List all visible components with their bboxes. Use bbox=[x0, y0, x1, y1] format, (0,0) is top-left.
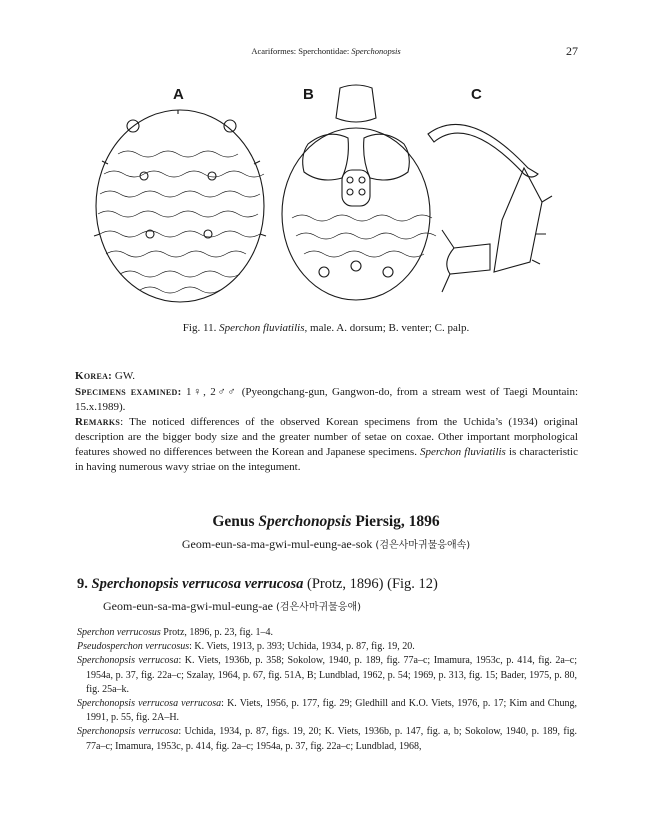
synonym-ref: : K. Viets, 1956, p. 177, fig. 29; Gledhill and K.O. Viets, 1976, p. 17; Kim and Chung, 1991, p. 55, fig. 2A–H. bbox=[86, 698, 577, 724]
genus-author: Piersig, 1896 bbox=[351, 513, 440, 530]
caption-rest: , male. A. dorsum; B. venter; C. palp. bbox=[304, 322, 470, 334]
species-number: 9. bbox=[77, 576, 92, 592]
synonymy-entry bbox=[77, 626, 577, 640]
synonym-ref: Protz, 1896, p. 23, fig. 1–4. bbox=[160, 627, 273, 638]
korea-value: GW. bbox=[112, 370, 135, 382]
palp-drawing bbox=[428, 124, 552, 292]
korea-line bbox=[75, 369, 578, 384]
figure-caption bbox=[0, 322, 652, 334]
running-head-text bbox=[0, 46, 652, 56]
remarks bbox=[75, 415, 578, 475]
genus-korean-name bbox=[0, 536, 652, 552]
synonymy-list bbox=[77, 626, 577, 754]
korea-label: Korea: bbox=[75, 370, 113, 382]
synonym-name: Sperchonopsis verrucosa bbox=[77, 655, 179, 667]
caption-species: Sperchon fluviatilis bbox=[219, 322, 305, 334]
synonym-name: Sperchonopsis verrucosa verrucosa bbox=[77, 698, 222, 710]
species-author: (Protz, 1896) (Fig. 12) bbox=[303, 576, 438, 592]
synonym-ref: : Uchida, 1934, p. 87, figs. 19, 20; K. Viets, 1936b, p. 147, fig. a, b; Sokolow, 1940, p. 189, fig. 77a–c; Imamura, 1953c, p. 414, fig. 2a–c; 1954a, p. 37, fig. 22a–c; Lundblad, 1968, bbox=[86, 726, 578, 752]
remarks-text-2: is characteristic in having numerous wavy striae on the integument. bbox=[75, 446, 578, 473]
mite-illustration bbox=[78, 84, 574, 306]
remarks-species: Sperchon fluviatilis bbox=[420, 446, 506, 458]
synonymy-entry bbox=[77, 654, 577, 697]
species-korean: (검은사마귀물응애) bbox=[275, 602, 362, 613]
panel-label-a: A bbox=[173, 86, 184, 103]
genus-romanized: Geom-eun-sa-ma-gwi-mul-eung-ae-sok bbox=[181, 537, 376, 551]
running-head-genus: Sperchonopsis bbox=[351, 46, 401, 56]
species-heading bbox=[77, 576, 438, 593]
synonym-name: Sperchonopsis verrucosa bbox=[77, 726, 179, 738]
synonym-name: Pseudosperchon verrucosus bbox=[77, 641, 190, 653]
genus-korean: (검은사마귀물응애속) bbox=[375, 540, 471, 551]
running-head-taxa: Acariformes: Sperchontidae: bbox=[251, 46, 352, 56]
species-name: Sperchonopsis verrucosa verrucosa bbox=[91, 576, 304, 592]
genus-prefix: Genus bbox=[212, 513, 259, 530]
synonym-ref: : K. Viets, 1913, p. 393; Uchida, 1934, p. 87, fig. 19, 20. bbox=[189, 641, 415, 653]
venter-drawing bbox=[282, 85, 436, 300]
caption-prefix: Fig. 11. bbox=[182, 322, 220, 334]
synonymy-entry bbox=[77, 725, 577, 753]
genus-name: Sperchonopsis bbox=[258, 513, 352, 530]
species-korean-name bbox=[103, 598, 361, 614]
specimens-text: 1♀, 2♂♂ (Pyeongchang-gun, Gangwon-do, from a stream west of Taegi Mountain: 15.x.1989). bbox=[75, 386, 579, 413]
remarks-label: Remarks bbox=[75, 416, 121, 428]
panel-label-c: C bbox=[471, 86, 482, 103]
dorsum-drawing bbox=[94, 110, 266, 302]
page-number: 27 bbox=[566, 44, 578, 58]
synonym-ref: : K. Viets, 1936b, p. 358; Sokolow, 1940, p. 189, fig. 77a–c; Imamura, 1953c, p. 414, fig. 2a–c; 1954a, p. 37, fig. 22a–c; Szalay, 1964, p. 67, fig. 51A, B; Lundblad, 1962, p. 54; 1969, p. 313, fig. 15; Bader, 1975, p. 80, fig. 25a–k. bbox=[86, 655, 578, 695]
synonymy-entry bbox=[77, 697, 577, 725]
panel-label-b: B bbox=[303, 86, 314, 103]
specimens-label: Specimens examined: bbox=[75, 386, 182, 398]
figure-11 bbox=[78, 84, 574, 306]
remarks-text: : The noticed differences of the observed Korean specimens from the Uchida’s (1934) original description are the bigger body size and the greater number of setae on coxae. Other important morphological features showed no differences between the Korean and Japanese specimens. bbox=[75, 416, 578, 458]
genus-heading bbox=[0, 513, 652, 531]
species-romanized: Geom-eun-sa-ma-gwi-mul-eung-ae bbox=[103, 599, 276, 613]
synonym-name: Sperchon verrucosus bbox=[77, 627, 161, 638]
synonymy-entry bbox=[77, 640, 577, 654]
specimens-examined bbox=[75, 385, 578, 415]
